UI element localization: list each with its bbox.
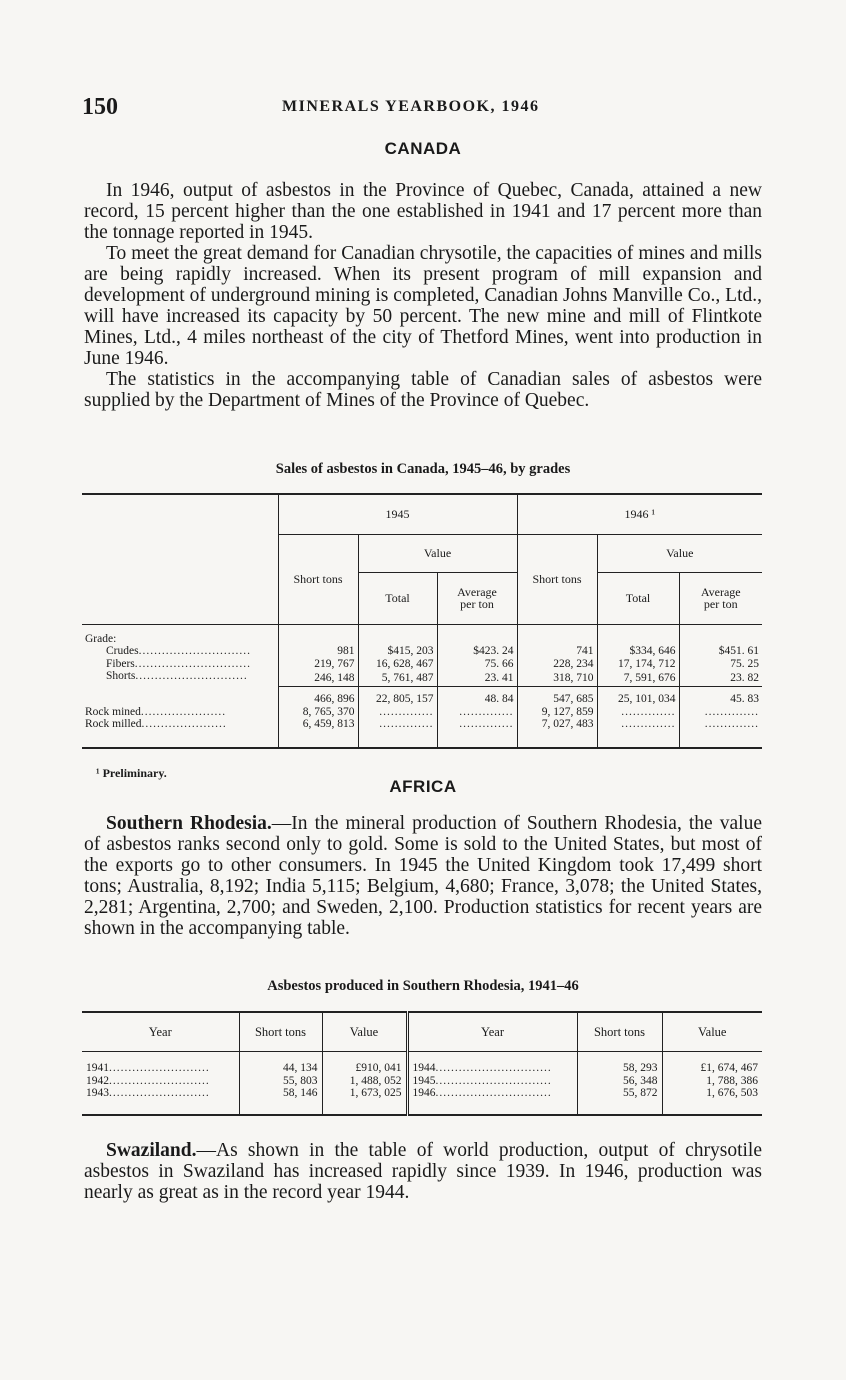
cell: 48. 84 [437,687,517,706]
table-caption: Asbestos produced in Southern Rhodesia, 1941–46 [267,978,579,994]
cell: £910, 041 [322,1052,407,1075]
average-header [437,572,517,624]
cell: 1, 788, 386 [662,1075,762,1088]
cell: 23. 82 [679,670,762,687]
cell: 23. 41 [437,670,517,687]
cell: 44, 134 [239,1052,322,1075]
paragraph: In 1946, output of asbestos in the Province of Quebec, Canada, attained a new record, 15 percent higher than the one established in 1941 and 17 percent more than the tonnage reported in 1945. [84,180,762,243]
cell: 228, 234 [517,658,597,671]
year-cell: 1945 [412,1074,436,1087]
subtotal-row [82,687,762,706]
cell: $423. 24 [437,645,517,658]
paragraph: The statistics in the accompanying table of Canadian sales of asbestos were supplied by the Department of Mines of the Province of Quebec. [84,369,762,411]
cell: $451. 61 [679,645,762,658]
table-row: Shorts............................. 246, 148 5, 761, 487 23. 41 318, 710 7, 591, 676 23. 82 [82,670,762,687]
page-number: 150 [82,94,118,120]
cell: 22, 805, 157 [358,687,437,706]
year-cell: 1942 [86,1074,109,1087]
year-header: Year [82,1012,239,1052]
average-line: Average [700,584,741,599]
table-row: Crudes............................. 981 $415, 203 $423. 24 741 $334, 646 $451. 61 [82,645,762,658]
average-header [679,572,762,624]
short-tons-header: Short tons [239,1012,322,1052]
paragraph-lead: Southern Rhodesia. [106,813,272,834]
cell: 8, 765, 370 [278,706,358,719]
table-row: Fibers.............................. 219, 767 16, 628, 467 75. 66 228, 234 17, 174, 712 75. 25 [82,658,762,671]
cell: 56, 348 [577,1075,662,1088]
cell: 7, 027, 483 [517,718,597,748]
cell: 741 [517,645,597,658]
year-cell: 1946 [412,1087,436,1099]
section-heading-canada: CANADA [384,139,462,158]
row-label: Crudes [106,645,139,657]
per-ton-line: per ton [703,597,738,611]
paragraph [84,813,762,939]
table-row: 1943.......................... 58, 146 1, 673, 025 1946.............................. 55, 872 1, 676, 503 [82,1087,762,1115]
year-cell: 1943 [86,1087,109,1099]
year-1945-header: 1945 [278,494,517,534]
cell: $415, 203 [358,645,437,658]
cell: 981 [278,645,358,658]
running-title: MINERALS YEARBOOK, 1946 [282,98,540,115]
paragraph-body: —In the mineral production of Southern Rhodesia, the value of asbestos ranks second only to gold. Some is sold to the United States, but most of the exports go to other consumers. In 1945 the United Kingdom took 17,499 short tons; Australia, 8,192; India 5,115; Belgium, 4,680; France, 3,078; the United States, 2,281; Argentina, 2,700; and Sweden, 2,100. Production statistics for recent years are shown in the accompanying table. [84,813,762,939]
row-label: Rock mined [85,705,141,718]
value-header: Value [597,534,762,572]
cell: 45. 83 [679,687,762,706]
year-1946-header: 1946 ¹ [517,494,762,534]
cell: 466, 896 [278,687,358,706]
value-header: Value [322,1012,407,1052]
cell: 1, 673, 025 [322,1087,407,1115]
cell: 58, 293 [577,1052,662,1075]
paragraph [84,1140,762,1203]
table-row: Rock milled...................... 6, 459, 813 .............. .............. 7, 027, 483 .............. .............. [82,718,762,748]
table-row: 1941.......................... 44, 134 £910, 041 1944.............................. 58, 293 £1, 674, 467 [82,1052,762,1075]
cell: 6, 459, 813 [278,718,358,748]
short-tons-header: Short tons [278,534,358,624]
table-footnote: ¹ Preliminary. [96,766,167,780]
table-caption: Sales of asbestos in Canada, 1945–46, by grades [275,461,571,477]
group-label: Grade: [85,632,117,645]
row-label: Shorts [106,670,136,682]
cell: 55, 803 [239,1075,322,1088]
cell: 5, 761, 487 [358,670,437,687]
cell: 1, 676, 503 [662,1087,762,1115]
rhodesia-production-table [82,1011,762,1116]
cell: 7, 591, 676 [597,670,679,687]
page-header [82,94,762,124]
section-heading-africa: AFRICA [389,777,457,796]
paragraph-lead: Swaziland. [106,1140,197,1161]
cell: 75. 66 [437,658,517,671]
cell: 75. 25 [679,658,762,671]
cell: 16, 628, 467 [358,658,437,671]
table-row: 1942.......................... 55, 803 1, 488, 052 1945.............................. 56, 348 1, 788, 386 [82,1075,762,1088]
cell: £1, 674, 467 [662,1052,762,1075]
cell: $334, 646 [597,645,679,658]
year-header: Year [407,1012,577,1052]
swaziland-text [84,1140,762,1203]
short-tons-header: Short tons [517,534,597,624]
per-ton-line: per ton [460,597,494,611]
cell: 55, 872 [577,1087,662,1115]
canada-text [84,180,762,411]
table-row: Rock mined...................... 8, 765, 370 .............. .............. 9, 127, 859 .............. .............. [82,706,762,719]
average-line: Average [457,584,497,599]
canada-sales-table [82,493,762,749]
cell: 547, 685 [517,687,597,706]
cell: 1, 488, 052 [322,1075,407,1088]
year-cell: 1944 [412,1062,436,1074]
africa-text [84,813,762,939]
cell: 25, 101, 034 [597,687,679,706]
total-header: Total [358,572,437,624]
short-tons-header: Short tons [577,1012,662,1052]
stub-header [82,494,278,624]
cell: 246, 148 [278,670,358,687]
cell: 9, 127, 859 [517,706,597,719]
value-header: Value [662,1012,762,1052]
row-label: Rock milled [85,718,142,730]
value-header: Value [358,534,517,572]
total-header: Total [597,572,679,624]
cell: 318, 710 [517,670,597,687]
cell: 17, 174, 712 [597,658,679,671]
paragraph: To meet the great demand for Canadian chrysotile, the capacities of mines and mills are being rapidly increased. When its present program of mill expansion and development of underground mining is completed, Canadian Johns Manville Co., Ltd., will have increased its capacity by 50 percent. The new mine and mill of Flintkote Mines, Ltd., 4 miles northeast of the city of Thetford Mines, went into production in June 1946. [84,243,762,369]
year-cell: 1941 [86,1062,109,1074]
cell: 219, 767 [278,658,358,671]
row-label: Fibers [106,657,135,670]
paragraph-body: —As shown in the table of world production, output of chrysotile asbestos in Swaziland has increased rapidly since 1939. In 1946, production was nearly as great as in the record year 1944. [84,1140,762,1203]
cell: 58, 146 [239,1087,322,1115]
